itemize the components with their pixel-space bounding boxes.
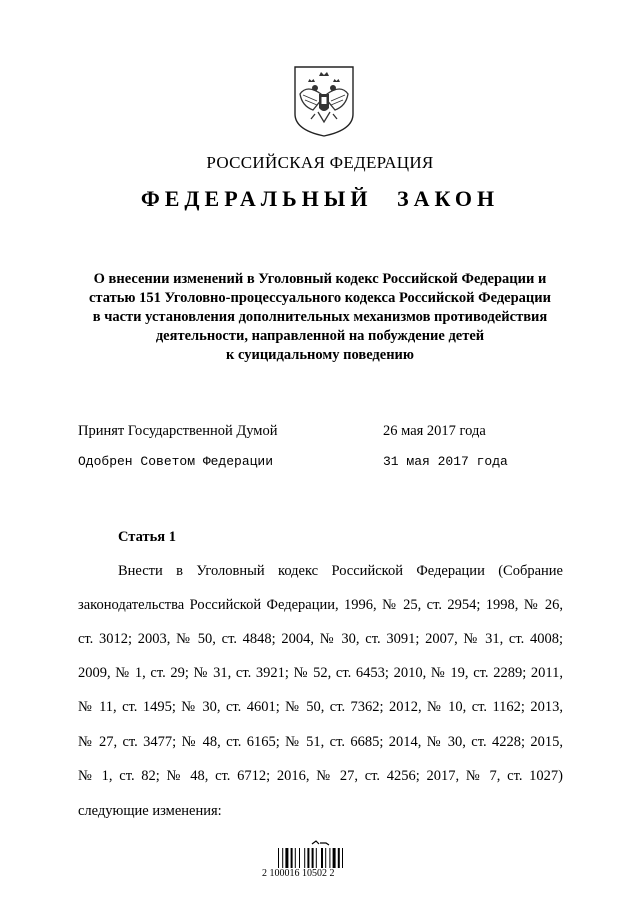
law-type-heading: ФЕДЕРАЛЬНЫЙ ЗАКОН	[140, 186, 500, 211]
law-title-line: деятельности, направленной на побуждение детей	[155, 328, 485, 344]
duma-adoption-label: Принят Государственной Думой	[78, 423, 278, 439]
article-text-line: № 1, ст. 82; № 48, ст. 6712; 2016, № 27, ст. 4256; 2017, № 7, ст. 1027)	[78, 768, 563, 784]
coat-of-arms-icon	[291, 64, 357, 138]
law-title-line: статью 151 Уголовно-процессуального кодекса Российской Федерации	[88, 290, 551, 306]
article-text-line: № 11, ст. 1495; № 30, ст. 4601; № 50, ст. 7362; 2012, № 10, ст. 1162; 2013,	[78, 699, 563, 715]
article-text-line: Внести в Уголовный кодекс Российской Федерации (Собрание	[118, 563, 563, 579]
article-text-line: ст. 3012; 2003, № 50, ст. 4848; 2004, № 30, ст. 3091; 2007, № 31, ст. 4008;	[78, 631, 563, 647]
article-text-line: 2009, № 1, ст. 29; № 31, ст. 3921; № 52, ст. 6453; 2010, № 19, ст. 2289; 2011,	[78, 665, 563, 681]
council-approval-label: Одобрен Советом Федерации	[78, 454, 274, 469]
law-title-line: к суицидальному поведению	[225, 347, 414, 363]
country-name: РОССИЙСКАЯ ФЕДЕРАЦИЯ	[206, 153, 434, 172]
barcode-number: 2 100016 10502 2	[262, 868, 335, 879]
law-title	[70, 270, 570, 365]
article-text-line: законодательства Российской Федерации, 1996, № 25, ст. 2954; 1998, № 26,	[78, 597, 563, 613]
duma-adoption-date: 26 мая 2017 года	[383, 423, 486, 439]
law-title-line: в части установления дополнительных механизмов противодействия	[92, 309, 548, 325]
article-heading: Статья 1	[118, 529, 176, 545]
article-text-line: следующие изменения:	[78, 803, 222, 819]
council-approval-date: 31 мая 2017 года	[383, 454, 508, 469]
article-text-line: № 27, ст. 3477; № 48, ст. 6165; № 51, ст. 6685; 2014, № 30, ст. 4228; 2015,	[78, 734, 563, 750]
law-title-line: О внесении изменений в Уголовный кодекс Российской Федерации и	[93, 271, 547, 287]
